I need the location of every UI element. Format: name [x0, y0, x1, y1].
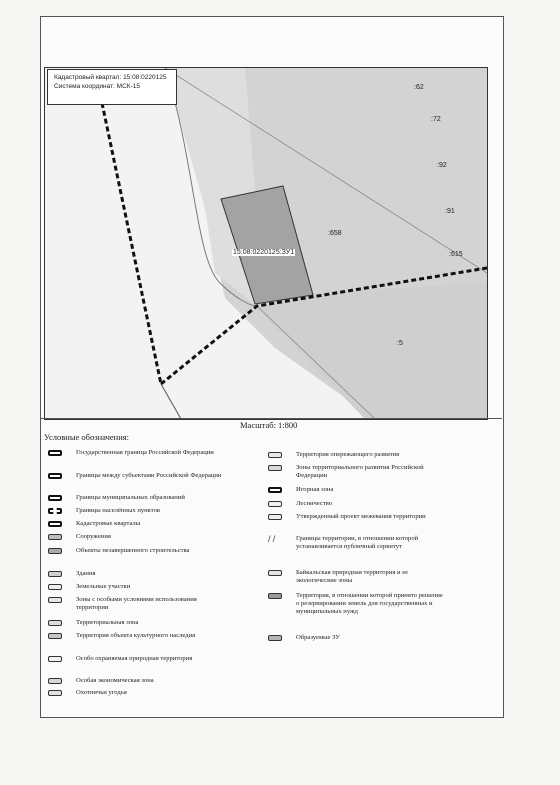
- legend-label: Территория объекта культурного наследия: [76, 632, 196, 639]
- legend-swatch: [268, 570, 282, 576]
- legend-label: Охотничьи угодья: [76, 689, 127, 696]
- label-parcel-zu1: 15:08:0220125:ЗУ1: [233, 249, 295, 256]
- legend-frame: [40, 418, 502, 717]
- legend-item: [268, 513, 468, 521]
- label-72: :72: [431, 116, 441, 123]
- legend-item: [268, 451, 468, 459]
- legend-swatch: [48, 620, 62, 626]
- legend-item: [268, 569, 468, 585]
- legend-swatch: [48, 534, 62, 540]
- legend-swatch: [48, 678, 62, 684]
- legend-swatch: [48, 656, 62, 662]
- coordinate-system-text: Система координат: МСК-15: [54, 83, 140, 90]
- legend-item: [48, 689, 248, 697]
- legend-swatch: [48, 548, 62, 554]
- legend-label: Сооружения: [76, 533, 111, 540]
- legend-label: Зоны территориального развития Российской Федерации: [296, 464, 424, 480]
- legend-label: Кадастровые кварталы: [76, 520, 141, 527]
- legend-swatch: [48, 584, 62, 590]
- legend-swatch: [48, 473, 62, 479]
- legend-swatch: [48, 690, 62, 696]
- legend-swatch: [268, 487, 282, 493]
- legend-swatch: [268, 452, 282, 458]
- legend-swatch: [48, 450, 62, 456]
- legend-swatch: [48, 633, 62, 639]
- legend-label: Границы территории, в отношении которой устанавливается публичный сервитут: [296, 535, 419, 551]
- legend-swatch: [268, 514, 282, 520]
- label-658: :658: [328, 230, 342, 237]
- legend-item: [268, 634, 468, 642]
- legend-item: [48, 547, 248, 555]
- legend-item: [48, 494, 248, 502]
- label-62: :62: [414, 84, 424, 91]
- legend-label: Границы населённых пунктов: [76, 507, 160, 514]
- legend-label: Особо охраняемая природная территория: [76, 655, 193, 662]
- legend-label: Государственная граница Российской Федерации: [76, 449, 214, 456]
- legend-swatch: [48, 495, 62, 501]
- legend-label: Особая экономическая зона: [76, 677, 154, 684]
- label-615: :615: [449, 251, 463, 258]
- legend-item: [48, 533, 248, 541]
- legend-item: [48, 677, 248, 685]
- label-5: :5: [397, 340, 403, 347]
- legend-label: Объекты незавершенного строительства: [76, 547, 190, 554]
- legend-label: Игорная зона: [296, 486, 334, 493]
- label-91: :91: [445, 208, 455, 215]
- legend-item: [48, 583, 248, 591]
- legend-swatch: [48, 508, 62, 514]
- legend-label: Территория, в отношении которой принято решение о резервировании земель для государственных и муниципальных нужд: [296, 592, 443, 616]
- legend-item: [268, 464, 468, 480]
- legend-item: [48, 632, 248, 640]
- legend-item: [48, 507, 248, 515]
- legend-item: [48, 619, 248, 627]
- legend-label: Территория опережающего развития: [296, 451, 400, 458]
- legend-item: [268, 486, 468, 494]
- legend-label: Зоны с особыми условиями использования территории: [76, 596, 197, 612]
- legend-item: [48, 596, 248, 612]
- legend-label: Лесничество: [296, 500, 333, 507]
- legend-label: Земельные участки: [76, 583, 131, 590]
- legend-item: [48, 655, 248, 663]
- legend-item: [48, 472, 248, 480]
- legend-label: Границы муниципальных образований: [76, 494, 185, 501]
- map-scale: Масштаб: 1:800: [240, 420, 298, 430]
- legend-item: [268, 500, 468, 508]
- legend-swatch: [268, 593, 282, 599]
- legend-title: Условные обозначения:: [44, 432, 130, 442]
- slash-icon: / /: [268, 534, 276, 544]
- label-92: :92: [437, 162, 447, 169]
- cadastral-map[interactable]: [44, 67, 488, 420]
- legend-swatch: [48, 571, 62, 577]
- map-info-box: [47, 69, 177, 105]
- legend-item: [268, 535, 468, 551]
- legend-item: [48, 449, 248, 457]
- legend-label: Утвержденный проект межевания территории: [296, 513, 426, 520]
- legend-label: Образуемые ЗУ: [296, 634, 340, 641]
- legend-label: Территориальная зона: [76, 619, 139, 626]
- legend-label: Границы между субъектами Российской Федерации: [76, 472, 222, 479]
- legend-item: [48, 520, 248, 528]
- legend-label: Здания: [76, 570, 96, 577]
- legend-swatch: [48, 521, 62, 527]
- legend-swatch: [268, 635, 282, 641]
- legend-label: Байкальская природная территория и ее экологические зоны: [296, 569, 409, 585]
- cadastral-quarter-text: Кадастровый квартал: 15:08:0220125: [54, 74, 167, 81]
- legend-swatch: [48, 597, 62, 603]
- legend-item: [268, 592, 468, 617]
- legend-swatch: [268, 501, 282, 507]
- legend-item: [48, 570, 248, 578]
- legend-swatch: [268, 465, 282, 471]
- map-canvas: [45, 68, 487, 419]
